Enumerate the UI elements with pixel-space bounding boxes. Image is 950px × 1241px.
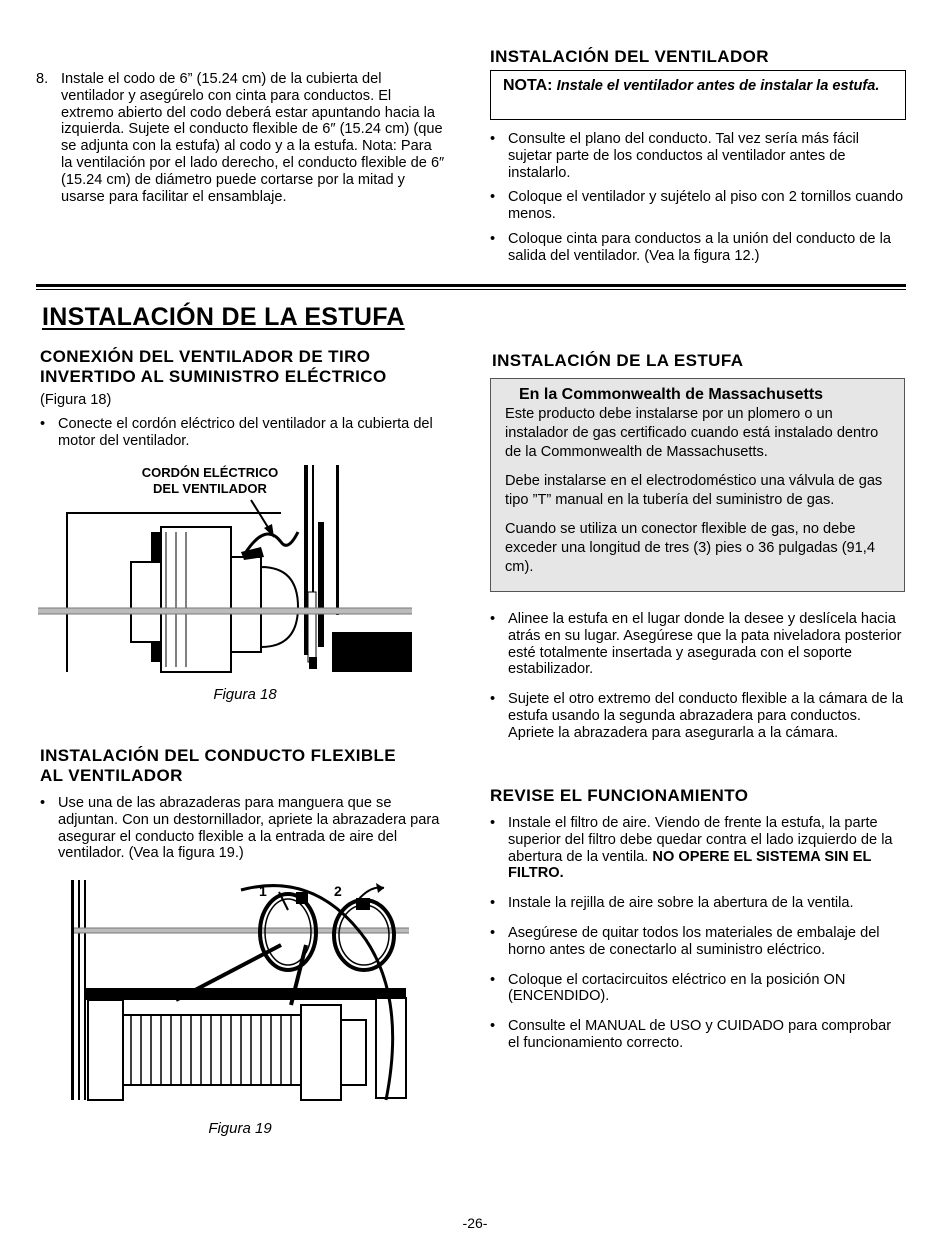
fan-install-bullets	[490, 131, 906, 273]
figure-18-caption: Figura 18	[213, 686, 277, 703]
massachusetts-paragraph: Debe instalarse en el electrodoméstico una válvula de gas tipo ”T” manual en la tubería del suministro de gas.	[505, 473, 883, 508]
list-item: • Alinee la estufa en el lugar donde la desee y deslícela hacia atrás en su lugar. Asegúrese que la pata niveladora posterior esté totalmente insertada y asegurada con el soporte estabilizador.	[490, 611, 906, 678]
list-item-warning: NO OPERE EL SISTEMA SIN EL FILTRO.	[508, 848, 872, 882]
massachusetts-paragraph: Cuando se utiliza un conector flexible de gas, no debe exceder una longitud de tres (3) pies o 36 pulgadas (91,4 cm).	[505, 521, 875, 575]
connection-heading-line2: INVERTIDO AL SUMINISTRO ELÉCTRICO	[40, 367, 387, 386]
list-item	[490, 815, 906, 882]
flex-duct-heading-line2: AL VENTILADOR	[40, 766, 183, 785]
list-item: • Coloque cinta para conductos a la unión del conducto de la salida del ventilador. (Vea la figura 12.)	[490, 231, 906, 265]
figure-19-illustration	[66, 880, 411, 1105]
figure-19-step-1: 1	[259, 883, 267, 899]
check-operation-heading: REVISE EL FUNCIONAMIENTO	[490, 786, 749, 805]
list-item: • Coloque el ventilador y sujételo al piso con 2 tornillos cuando menos.	[490, 189, 906, 223]
step-text: Instale el codo de 6” (15.24 cm) de la cubierta del ventilador y asegúrelo con cinta para conductos. El extremo abierto del codo deberá estar apuntando hacia la izquierda. Sujete el conducto flexible de 6″ (15.24 cm) (que se adjunta con la estufa) al codo y a la estufa. Nota: Para la ventilación por el lado derecho, el conducto flexible de 6″ (15.24 cm) de diámetro puede cortarse por la mitad y usarse para facilitar el ensamblaje.	[61, 71, 445, 205]
connection-heading-line1: CONEXIÓN DEL VENTILADOR DE TIRO	[40, 347, 371, 366]
step-8	[36, 71, 446, 205]
figure-18-label-line2: DEL VENTILADOR	[153, 481, 267, 496]
flex-duct-heading-line1: INSTALACIÓN DEL CONDUCTO FLEXIBLE	[40, 746, 397, 765]
range-install-bullets	[490, 611, 906, 750]
list-item: • Use una de las abrazaderas para manguera que se adjuntan. Con un destornillador, apriete la abrazadera para asegurar el conducto flexible a la entrada de aire del ventilador. (Vea la figura 19.)	[40, 795, 455, 862]
list-item: • Asegúrese de quitar todos los materiales de embalaje del horno antes de conectarlo al suministro eléctrico.	[490, 925, 906, 959]
section-divider-thick	[36, 284, 906, 287]
step-number: 8.	[36, 71, 49, 87]
figure-18-label-line1: CORDÓN ELÉCTRICO	[141, 465, 279, 480]
section-divider-thin	[36, 289, 906, 290]
main-heading: INSTALACIÓN DE LA ESTUFA	[42, 303, 405, 331]
figure-19-step-2: 2	[334, 883, 342, 899]
list-item: • Conecte el cordón eléctrico del ventilador a la cubierta del motor del ventilador.	[40, 416, 455, 450]
list-item: • Consulte el MANUAL de USO y CUIDADO para comprobar el funcionamiento correcto.	[490, 1018, 906, 1052]
connection-heading	[40, 347, 460, 387]
flex-duct-heading	[40, 746, 460, 786]
list-item: • Sujete el otro extremo del conducto flexible a la cámara de la estufa usando la segunda abrazadera para conductos. Apriete la abrazadera para asegurarla a la cámara.	[490, 691, 906, 741]
flex-duct-bullets	[40, 795, 455, 870]
massachusetts-paragraph: Este producto debe instalarse por un plomero o un instalador de gas certificado cuando está instalado dentro de la Commonwealth de Massachusetts.	[505, 406, 879, 460]
figure-19-caption: Figura 19	[208, 1120, 272, 1137]
figure-18-illustration	[36, 462, 416, 677]
connection-figure-ref: (Figura 18)	[40, 392, 112, 408]
page-number: -26-	[462, 1215, 488, 1231]
note-text: Instale el ventilador antes de instalar la estufa.	[556, 78, 880, 94]
list-item: • Instale la rejilla de aire sobre la abertura de la ventila.	[490, 895, 906, 912]
list-item: • Coloque el cortacircuitos eléctrico en la posición ON (ENCENDIDO).	[490, 972, 906, 1006]
check-operation-bullets	[490, 815, 906, 1060]
range-install-heading: INSTALACIÓN DE LA ESTUFA	[492, 351, 744, 370]
list-item-text: Instale el filtro de aire. Viendo de frente la estufa, la parte superior del filtro debe quedar contra el lado izquierdo de la abertura de la ventila.	[508, 815, 893, 865]
massachusetts-title: En la Commonwealth de Massachusetts	[519, 386, 824, 403]
connection-bullets	[40, 416, 455, 458]
list-item: • Consulte el plano del conducto. Tal vez sería más fácil sujetar parte de los conductos al ventilador antes de instalarlo.	[490, 131, 906, 181]
note-box	[490, 70, 906, 120]
fan-install-heading: INSTALACIÓN DEL VENTILADOR	[490, 47, 769, 66]
massachusetts-notice	[490, 378, 905, 592]
note-label: NOTA:	[503, 77, 553, 94]
